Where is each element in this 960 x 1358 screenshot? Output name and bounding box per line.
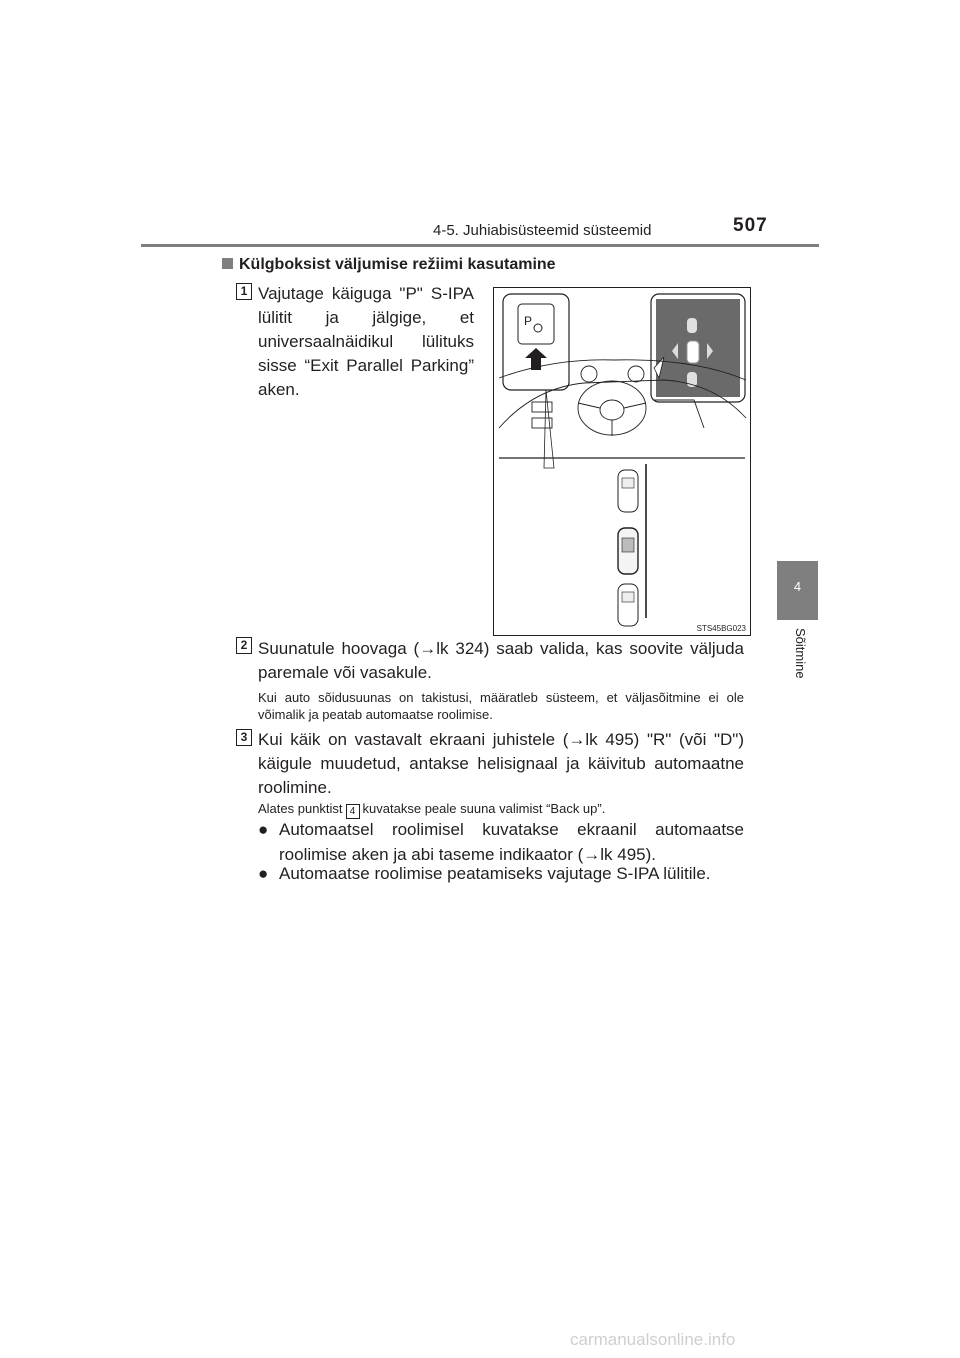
page-number: 507 <box>733 215 768 236</box>
bullet-item-2-text: Automaatse roolimise peatamiseks vajutage S-IPA lülitile. <box>279 864 711 883</box>
section-title-text: Külgboksist väljumise režiimi kasutamine <box>239 256 556 273</box>
step-1-text: Vajutage käiguga "P" S-IPA lülitit ja jälgige, et universaalnäidikul lülituks sisse “Exit Parallel Parking” aken. <box>258 284 474 399</box>
dashboard-parking-illustration <box>494 288 750 635</box>
chapter-tab: 4 <box>777 561 818 620</box>
figure-code: STS45BG023 <box>696 624 746 633</box>
switch-label: P <box>524 314 533 328</box>
step-1-marker: 1 <box>236 283 252 300</box>
header-rule <box>141 244 819 247</box>
step-3-marker: 3 <box>236 729 252 746</box>
header-section-title: 4-5. Juhiabisüsteemid süsteemid <box>433 222 652 239</box>
chapter-label: Sõitmine <box>793 628 808 679</box>
illustration <box>493 287 751 636</box>
bullet-item-2 <box>258 861 744 886</box>
bullet-item-1-text: Automaatsel roolimisel kuvatakse ekraanil automaatse roolimise aken ja abi taseme indikaator (→lk 495). <box>279 820 744 864</box>
s-ipa-switch-callout <box>503 294 569 468</box>
step-4-reference-marker: 4 <box>346 804 360 819</box>
step-2-marker: 2 <box>236 637 252 654</box>
bullet-dot-icon: ● <box>258 864 269 883</box>
bullet-dot-icon: ● <box>258 820 269 839</box>
parking-scene <box>618 464 646 626</box>
watermark: carmanualsonline.info <box>570 1330 736 1349</box>
square-bullet-icon <box>222 258 233 269</box>
multi-info-display-callout <box>651 294 745 402</box>
step-3-note-after: kuvatakse peale suuna valimist “Back up”. <box>362 801 606 816</box>
step-2-note: Kui auto sõidusuunas on takistusi, määratleb süsteem, et väljasõitmine ei ole võimalik ja peatab automaatse roolimise. <box>258 690 744 722</box>
bullet-item-1 <box>258 817 744 867</box>
step-3-text: Kui käik on vastavalt ekraani juhistele (→lk 495) "R" (või "D") käigule muudetud, antakse helisignaal ja käivitub automaatne roolimine. <box>258 730 744 797</box>
step-3-note-before: Alates punktist <box>258 801 343 816</box>
step-2-text: Suunatule hoovaga (→lk 324) saab valida, kas soovite väljuda paremale või vasakule. <box>258 639 744 682</box>
section-title <box>222 256 556 274</box>
